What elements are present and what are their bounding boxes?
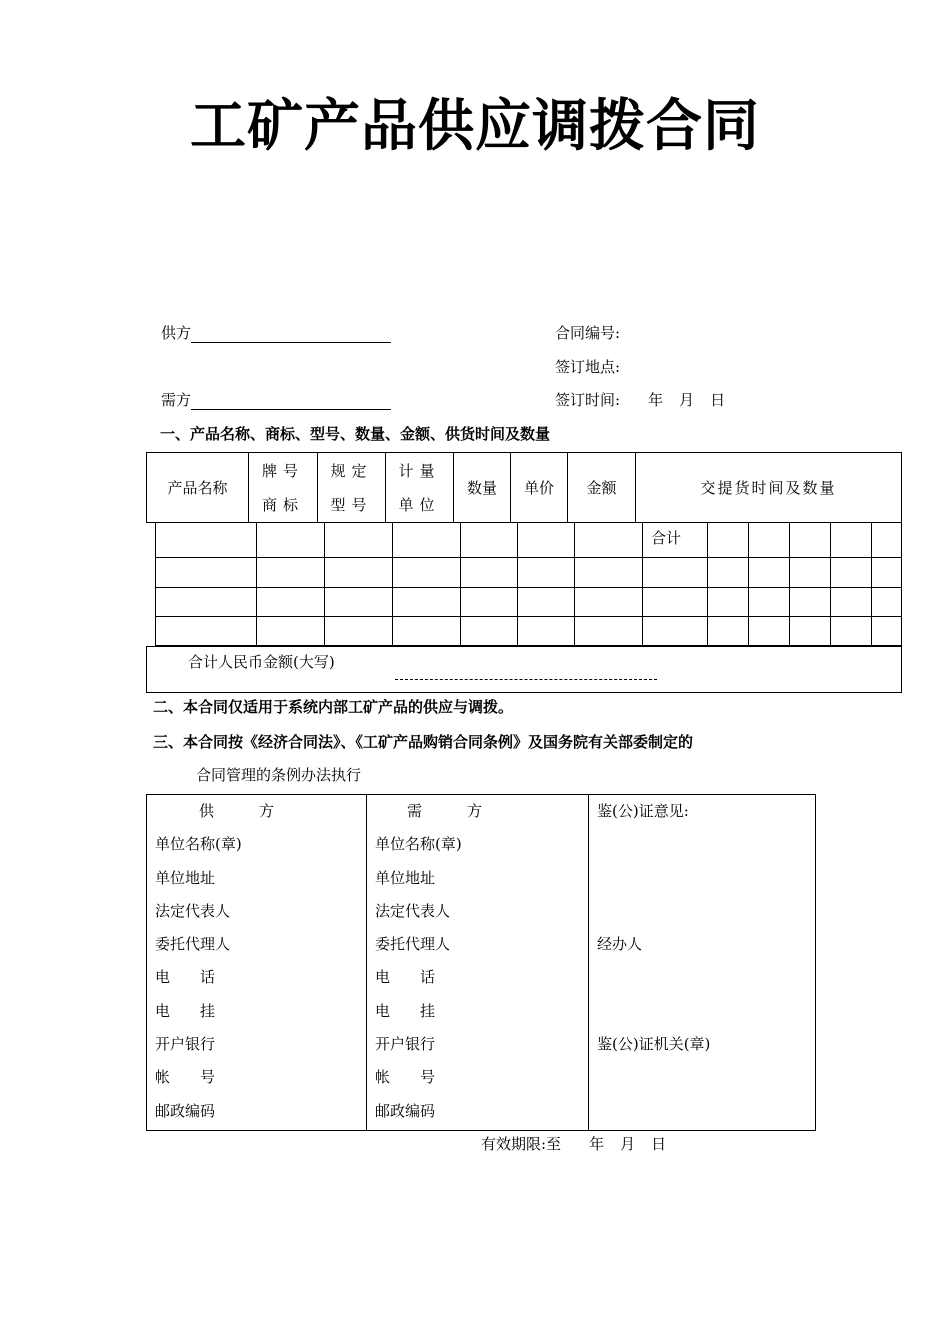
validity-label: 有效期限:至: [481, 1135, 562, 1153]
col-unit-price: 单价: [511, 453, 568, 523]
table-row: [156, 588, 902, 617]
supplier-label: 供方: [161, 324, 192, 342]
supplier-field: 电 挂: [155, 1001, 216, 1020]
col-quantity: 数量: [454, 453, 511, 523]
section-1-heading: 一、产品名称、商标、型号、数量、金额、供货时间及数量: [160, 425, 551, 443]
cell[interactable]: [518, 523, 575, 558]
cell[interactable]: [325, 617, 393, 646]
supplier-field: [161, 322, 391, 343]
cell[interactable]: [790, 588, 831, 617]
validity-month: 月: [620, 1135, 636, 1153]
sign-month: 月: [679, 391, 695, 409]
validity-line: [481, 1133, 666, 1154]
cell[interactable]: [575, 523, 643, 558]
cell[interactable]: [872, 558, 902, 588]
buyer-field: 电 话: [375, 968, 436, 987]
supplier-field: 开户银行: [155, 1035, 216, 1054]
cell[interactable]: [872, 617, 902, 646]
supplier-field: 委托代理人: [155, 935, 231, 954]
total-rmb-row: [146, 646, 902, 693]
cell[interactable]: [257, 617, 325, 646]
cell[interactable]: [790, 558, 831, 588]
product-table-body: [155, 522, 902, 646]
handler-label: 经办人: [597, 935, 643, 954]
notary-head: 鉴(公)证意见:: [597, 802, 689, 820]
buyer-line: [191, 395, 391, 410]
cell[interactable]: [749, 558, 790, 588]
buyer-field: 开户银行: [375, 1035, 436, 1054]
cell[interactable]: [872, 523, 902, 558]
col-product-name: 产品名称: [147, 453, 249, 523]
cell[interactable]: [461, 588, 518, 617]
cell[interactable]: [872, 588, 902, 617]
sign-day: 日: [710, 391, 726, 409]
cell[interactable]: [461, 558, 518, 588]
cell[interactable]: [575, 558, 643, 588]
cell[interactable]: [461, 617, 518, 646]
cell[interactable]: [156, 588, 257, 617]
cell[interactable]: [643, 558, 708, 588]
supplier-field: 邮政编码: [155, 1101, 216, 1120]
buyer-head: 需 方: [407, 802, 483, 820]
buyer-field: 单位名称(章): [375, 835, 462, 854]
cell[interactable]: [575, 588, 643, 617]
party-table: [146, 794, 816, 1131]
sign-year: 年: [648, 391, 664, 409]
validity-day: 日: [651, 1135, 667, 1153]
table-row: [156, 558, 902, 588]
col-delivery: 交提货时间及数量: [636, 453, 902, 523]
cell[interactable]: [518, 617, 575, 646]
cell[interactable]: [325, 588, 393, 617]
cell[interactable]: [325, 523, 393, 558]
col-amount: 金额: [568, 453, 636, 523]
cell[interactable]: [156, 523, 257, 558]
cell[interactable]: [831, 558, 872, 588]
cell[interactable]: [749, 523, 790, 558]
cell[interactable]: [749, 588, 790, 617]
total-rmb-line[interactable]: [395, 679, 657, 680]
supplier-head: 供 方: [199, 802, 275, 820]
subtotal-label: 合计: [643, 523, 708, 558]
cell[interactable]: [708, 558, 749, 588]
cell[interactable]: [393, 523, 461, 558]
cell[interactable]: [257, 523, 325, 558]
cell[interactable]: [708, 588, 749, 617]
cell[interactable]: [257, 558, 325, 588]
cell[interactable]: [831, 523, 872, 558]
product-table-header: [146, 452, 902, 523]
supplier-field: 单位地址: [155, 868, 216, 887]
section-3-text: 三、本合同按《经济合同法》、《工矿产品购销合同条例》及国务院有关部委制定的: [153, 733, 694, 751]
sign-place-label: 签订地点:: [555, 358, 621, 376]
notary-org-label: 鉴(公)证机关(章): [597, 1035, 711, 1054]
buyer-field: 邮政编码: [375, 1101, 436, 1120]
total-rmb-label: 合计人民币金额(大写): [188, 653, 335, 671]
buyer-field: 法定代表人: [375, 901, 451, 920]
table-row: [156, 523, 902, 558]
cell[interactable]: [257, 588, 325, 617]
buyer-label: 需方: [161, 391, 192, 409]
col-unit: 计量 单位: [386, 453, 454, 523]
buyer-field: 电 挂: [375, 1001, 436, 1020]
section-3-continuation: 合同管理的条例办法执行: [196, 766, 362, 784]
cell[interactable]: [831, 588, 872, 617]
cell[interactable]: [156, 558, 257, 588]
cell[interactable]: [831, 617, 872, 646]
col-spec: 规定 型号: [318, 453, 386, 523]
cell[interactable]: [393, 588, 461, 617]
cell[interactable]: [393, 558, 461, 588]
cell[interactable]: [518, 588, 575, 617]
col-brand: 牌号 商标: [249, 453, 318, 523]
cell[interactable]: [790, 617, 831, 646]
supplier-field: 帐 号: [155, 1068, 216, 1087]
cell[interactable]: [790, 523, 831, 558]
cell[interactable]: [708, 617, 749, 646]
validity-year: 年: [589, 1135, 605, 1153]
sign-time-label: 签订时间:: [555, 391, 621, 409]
table-row: [156, 617, 902, 646]
cell[interactable]: [325, 558, 393, 588]
buyer-field: 帐 号: [375, 1068, 436, 1087]
cell[interactable]: [575, 617, 643, 646]
contract-no-label: 合同编号:: [555, 324, 621, 342]
supplier-column: [147, 795, 367, 1131]
supplier-field: 法定代表人: [155, 901, 231, 920]
cell[interactable]: [393, 617, 461, 646]
buyer-field: 委托代理人: [375, 935, 451, 954]
buyer-column: [367, 795, 589, 1131]
notary-column: [589, 795, 816, 1131]
section-2-text: 二、本合同仅适用于系统内部工矿产品的供应与调拨。: [153, 698, 514, 716]
document-title: 工矿产品供应调拨合同: [190, 94, 760, 159]
cell[interactable]: [461, 523, 518, 558]
cell[interactable]: [643, 617, 708, 646]
supplier-field: 电 话: [155, 968, 216, 987]
cell[interactable]: [156, 617, 257, 646]
sign-time-field: [555, 389, 725, 410]
buyer-field: [161, 389, 391, 410]
cell[interactable]: [643, 588, 708, 617]
cell[interactable]: [749, 617, 790, 646]
cell[interactable]: [518, 558, 575, 588]
supplier-field: 单位名称(章): [155, 835, 242, 854]
buyer-field: 单位地址: [375, 868, 436, 887]
supplier-line: [191, 328, 391, 343]
cell[interactable]: [708, 523, 749, 558]
